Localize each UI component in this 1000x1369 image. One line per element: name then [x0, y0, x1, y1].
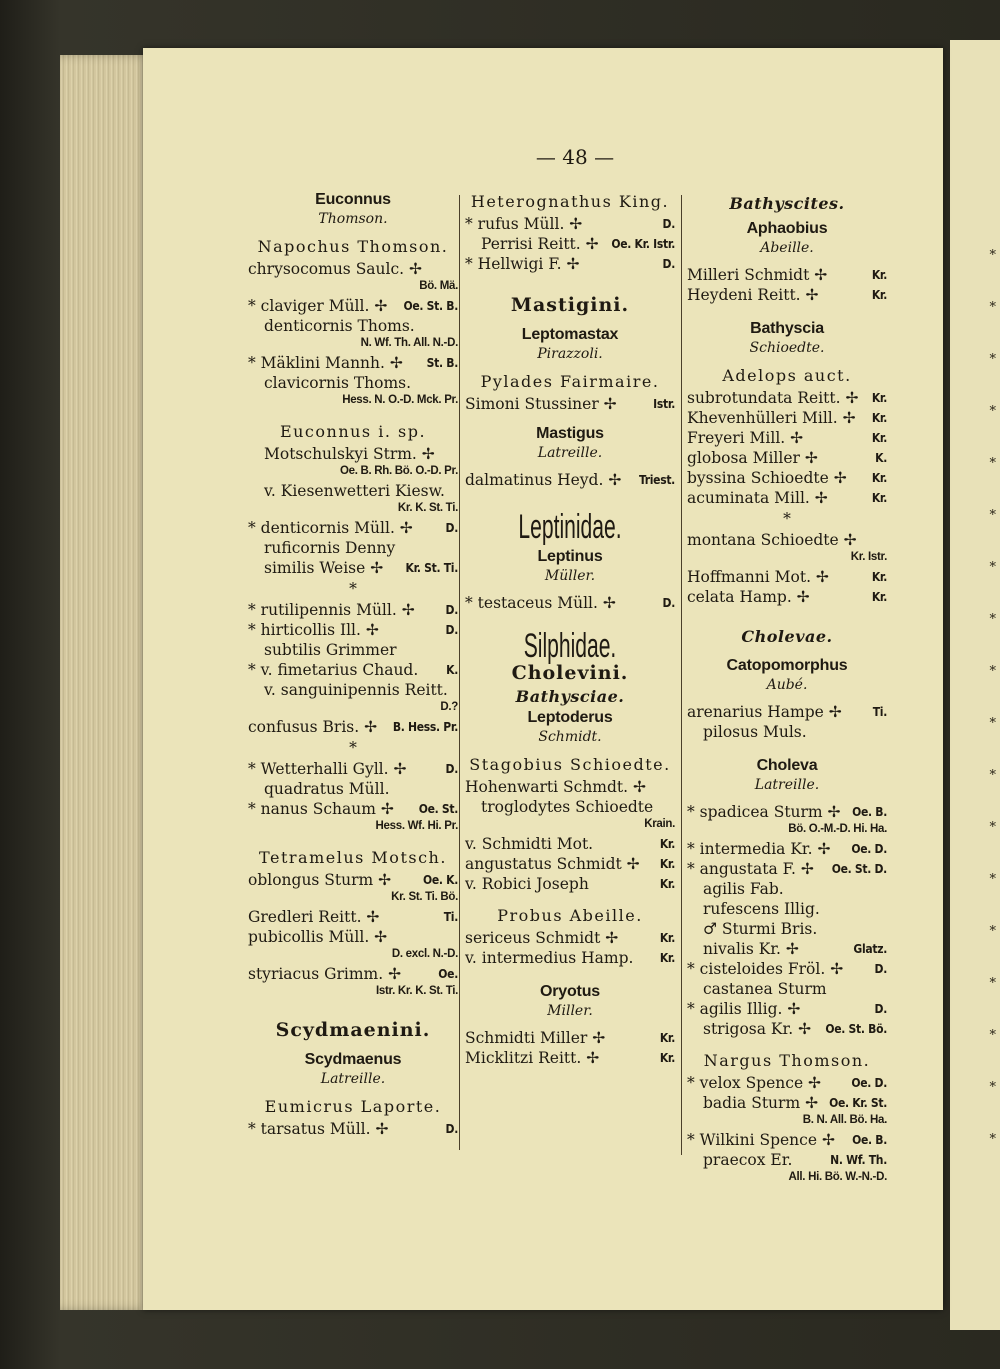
species-row: * nanus Schaum ✢ Oe. St.	[248, 800, 458, 818]
species-row: styriacus Grimm. ✢ Oe.	[248, 965, 458, 983]
species-row: badia Sturm ✢ Oe. Kr. St.	[703, 1094, 887, 1112]
tribe-heading: Cholevini.	[511, 662, 629, 684]
genus-author: Miller.	[547, 1003, 593, 1019]
species-row: * Wilkini Spence ✢ Oe. B.	[687, 1131, 887, 1149]
tribe-heading: Bathysciae.	[515, 687, 625, 706]
distribution: Istr. Kr. K. St. Ti.	[376, 985, 458, 997]
separator-asterisk: *	[349, 580, 357, 598]
column-3	[687, 193, 887, 1186]
genus-heading: Leptomastax	[521, 326, 619, 343]
distribution: Krain.	[644, 818, 675, 830]
genus-author: Latreille.	[537, 445, 603, 461]
species-row: Gredleri Reitt. ✢ Ti.	[248, 908, 458, 926]
distribution: Bö. Mä.	[419, 280, 458, 292]
species-row: ruficornis Denny	[264, 539, 396, 557]
species-row: subtilis Grimmer	[264, 641, 397, 659]
tribe-heading: Mastigini.	[510, 294, 630, 316]
species-row: Heydeni Reitt. ✢ Kr.	[687, 286, 887, 304]
species-row: montana Schioedte ✢	[687, 531, 857, 549]
species-row: acuminata Mill. ✢ Kr.	[687, 489, 887, 507]
genus-author: Schmidt.	[538, 729, 602, 745]
species-row: Simoni Stussiner ✢ Istr.	[465, 395, 675, 413]
subgenus-heading: Napochus Thomson.	[257, 237, 449, 256]
distribution: All. Hi. Bö. W.-N.-D.	[788, 1171, 887, 1183]
genus-heading: Oryotus	[540, 983, 600, 1000]
distribution: Bö. O.-M.-D. Hi. Ha.	[788, 823, 887, 835]
distribution: Hess. Wf. Hi. Pr.	[375, 820, 458, 832]
distribution: Oe. B. Rh. Bö. O.-D. Pr.	[339, 465, 458, 477]
distribution: D.?	[440, 701, 458, 713]
column-1	[248, 183, 458, 1141]
species-row: v. intermedius Hamp. Kr.	[465, 949, 675, 967]
column-divider-left	[459, 195, 460, 1150]
genus-heading: Leptinus	[537, 548, 603, 565]
page-number: — 48 —	[535, 145, 615, 169]
species-row: * rutilipennis Müll. ✢ D.	[248, 601, 458, 619]
subgenus-heading: Probus Abeille.	[497, 906, 643, 925]
subgenus-heading: Stagobius Schioedte.	[469, 755, 671, 774]
species-row: Hohenwarti Schmdt. ✢	[465, 778, 646, 796]
distribution: N. Wf. Th. All. N.-D.	[360, 337, 458, 349]
species-row: Motschulskyi Strm. ✢	[264, 445, 435, 463]
separator-asterisk: *	[783, 510, 791, 528]
genus-heading: Mastigus	[536, 425, 604, 442]
column-2	[465, 193, 675, 1070]
species-row: v. Robici Joseph Kr.	[465, 875, 675, 893]
species-row: * velox Spence ✢ Oe. D.	[687, 1074, 887, 1092]
genus-heading: Euconnus	[315, 191, 391, 208]
tribe-heading: Bathyscites.	[729, 194, 845, 213]
subgenus-heading: Tetramelus Motsch.	[259, 848, 447, 867]
species-row: Milleri Schmidt ✢ Kr.	[687, 266, 887, 284]
species-row: confusus Bris. ✢ B. Hess. Pr.	[248, 718, 458, 736]
species-row: * denticornis Müll. ✢ D.	[248, 519, 458, 537]
species-row: Khevenhülleri Mill. ✢ Kr.	[687, 409, 887, 427]
species-row: * tarsatus Müll. ✢ D.	[248, 1120, 458, 1138]
subgenus-heading: Adelops auct.	[722, 366, 852, 385]
species-row: similis Weise ✢ Kr. St. Ti.	[264, 559, 458, 577]
genus-heading: Scydmaenus	[304, 1051, 402, 1068]
genus-author: Latreille.	[754, 777, 820, 793]
subgenus-heading: Heterognathus King.	[470, 192, 670, 211]
species-row: subrotundata Reitt. ✢ Kr.	[687, 389, 887, 407]
tribe-heading: Cholevae.	[741, 627, 833, 646]
species-row: v. Schmidti Mot. Kr.	[465, 835, 675, 853]
genus-heading: Aphaobius	[746, 220, 828, 237]
distribution: B. N. All. Bö. Ha.	[802, 1114, 887, 1126]
genus-author: Müller.	[544, 568, 596, 584]
genus-heading: Choleva	[756, 757, 818, 774]
species-row: arenarius Hampe ✢ Ti.	[687, 703, 887, 721]
family-heading: Leptinidae.	[518, 508, 622, 546]
species-row: celata Hamp. ✢ Kr.	[687, 588, 887, 606]
genus-author: Pirazzoli.	[537, 346, 603, 362]
species-row: * agilis Illig. ✢ D.	[687, 1000, 887, 1018]
genus-heading: Bathyscia	[750, 320, 824, 337]
species-row: angustatus Schmidt ✢ Kr.	[465, 855, 675, 873]
genus-heading: Catopomorphus	[726, 657, 848, 674]
page-edges	[60, 55, 155, 1310]
species-row: * spadicea Sturm ✢ Oe. B.	[687, 803, 887, 821]
subgenus-heading: Euconnus i. sp.	[279, 422, 427, 441]
species-row: Micklitzi Reitt. ✢ Kr.	[465, 1049, 675, 1067]
genus-author: Abeille.	[760, 240, 814, 256]
species-row: praecox Er. N. Wf. Th.	[703, 1151, 887, 1169]
distribution: Kr. K. St. Ti.	[397, 502, 458, 514]
distribution: Kr. Istr.	[850, 551, 887, 563]
species-row: v. Kiesenwetteri Kiesw.	[264, 482, 445, 500]
species-row: denticornis Thoms.	[264, 317, 415, 335]
column-divider-right	[681, 195, 682, 1155]
species-row: * Wetterhalli Gyll. ✢ D.	[248, 760, 458, 778]
species-row: * claviger Müll. ✢ Oe. St. B.	[248, 297, 458, 315]
species-row: Perrisi Reitt. ✢ Oe. Kr. Istr.	[481, 235, 675, 253]
family-heading: Silphidae.	[523, 627, 617, 665]
species-row: quadratus Müll.	[264, 780, 390, 798]
distribution: Hess. N. O.-D. Mck. Pr.	[342, 394, 458, 406]
genus-heading: Leptoderus	[527, 709, 613, 726]
species-row: clavicornis Thoms.	[264, 374, 412, 392]
facing-page	[950, 40, 1000, 1330]
species-row: * rufus Müll. ✢ D.	[465, 215, 675, 233]
species-row: Schmidti Miller ✢ Kr.	[465, 1029, 675, 1047]
species-row: * angustata F. ✢ Oe. St. D.	[687, 860, 887, 878]
species-row: strigosa Kr. ✢ Oe. St. Bö.	[703, 1020, 887, 1038]
genus-author: Latreille.	[320, 1071, 386, 1087]
species-row: agilis Fab.	[703, 880, 784, 898]
distribution: D. excl. N.-D.	[391, 948, 458, 960]
subgenus-heading: Eumicrus Laporte.	[264, 1097, 442, 1116]
species-row: ♂ Sturmi Bris.	[703, 920, 818, 938]
species-row: sericeus Schmidt ✢ Kr.	[465, 929, 675, 947]
species-row: nivalis Kr. ✢ Glatz.	[703, 940, 887, 958]
species-row: pilosus Muls.	[703, 723, 807, 741]
species-row: * v. fimetarius Chaud. K.	[248, 661, 458, 679]
genus-author: Thomson.	[318, 211, 388, 227]
facing-page-marks: * * * * * * * * * * * * * * * * * *	[989, 248, 996, 1147]
species-row: Freyeri Mill. ✢ Kr.	[687, 429, 887, 447]
species-row: * testaceus Müll. ✢ D.	[465, 594, 675, 612]
separator-asterisk: *	[349, 739, 357, 757]
species-row: * cisteloides Fröl. ✢ D.	[687, 960, 887, 978]
species-row: dalmatinus Heyd. ✢ Triest.	[465, 471, 675, 489]
species-row: oblongus Sturm ✢ Oe. K.	[248, 871, 458, 889]
species-row: troglodytes Schioedte	[481, 798, 654, 816]
species-row: pubicollis Müll. ✢	[248, 928, 388, 946]
species-row: * hirticollis Ill. ✢ D.	[248, 621, 458, 639]
species-row: chrysocomus Saulc. ✢	[248, 260, 423, 278]
species-row: * intermedia Kr. ✢ Oe. D.	[687, 840, 887, 858]
distribution: Kr. St. Ti. Bö.	[391, 891, 458, 903]
subgenus-heading: Nargus Thomson.	[703, 1051, 871, 1070]
genus-author: Schioedte.	[749, 340, 825, 356]
species-row: Hoffmanni Mot. ✢ Kr.	[687, 568, 887, 586]
species-row: rufescens Illig.	[703, 900, 820, 918]
species-row: globosa Miller ✢ K.	[687, 449, 887, 467]
species-row: castanea Sturm	[703, 980, 827, 998]
subgenus-heading: Pylades Fairmaire.	[480, 372, 660, 391]
species-row: v. sanguinipennis Reitt.	[264, 681, 448, 699]
species-row: * Mäklini Mannh. ✢ St. B.	[248, 354, 458, 372]
tribe-heading: Scydmaenini.	[275, 1019, 431, 1041]
genus-author: Aubé.	[766, 677, 808, 693]
species-row: byssina Schioedte ✢ Kr.	[687, 469, 887, 487]
species-row: * Hellwigi F. ✢ D.	[465, 255, 675, 273]
